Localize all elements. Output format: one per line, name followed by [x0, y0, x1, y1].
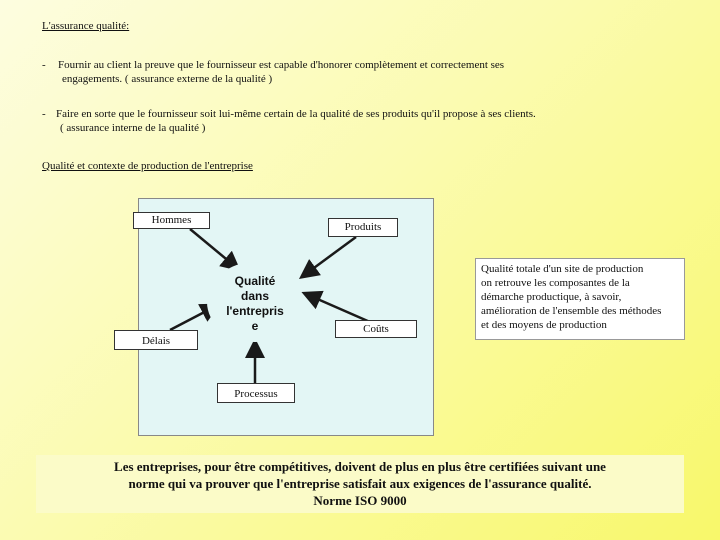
center-line: l'entrepris [226, 304, 284, 318]
node-produits: Produits [328, 218, 398, 237]
side-note-line: démarche productique, à savoir, [481, 291, 622, 303]
conclusion-line: Les entreprises, pour être compétitives, doivent de plus en plus être certifiées suivant une [114, 459, 606, 474]
conclusion-line: norme qui va prouver que l'entreprise satisfait aux exigences de l'assurance qualité. [128, 476, 592, 491]
bullet-line: engagements. ( assurance externe de la qualité ) [62, 73, 273, 85]
conclusion-box [36, 455, 684, 513]
center-line: e [251, 319, 259, 333]
center-line: Qualité [234, 274, 276, 288]
side-note-qualite-totale [475, 258, 685, 340]
bullet-marker: - [42, 59, 46, 71]
conclusion-line: Norme ISO 9000 [313, 493, 407, 508]
center-line: dans [240, 289, 269, 303]
node-processus: Processus [217, 383, 295, 403]
bullet-line: Faire en sorte que le fournisseur soit lui-même certain de la qualité de ses produits qu'il propose à ses clients. [56, 108, 536, 120]
section-heading-assurance-qualite: L'assurance qualité: [42, 20, 130, 32]
arrow-couts [306, 294, 370, 322]
bullet-line: ( assurance interne de la qualité ) [60, 122, 206, 134]
center-qualite-entreprise [207, 262, 303, 342]
side-note-line: on retrouve les composantes de la [481, 277, 630, 289]
arrow-produits [303, 237, 356, 276]
side-note-line: et des moyens de production [481, 319, 607, 331]
bullet-marker: - [42, 108, 46, 120]
bullet-line: Fournir au client la preuve que le fournisseur est capable d'honorer complètement et correctement ses [58, 59, 505, 71]
node-hommes: Hommes [133, 212, 210, 229]
side-note-line: amélioration de l'ensemble des méthodes [481, 305, 662, 317]
node-delais: Délais [114, 330, 198, 350]
node-couts: Coûts [335, 320, 417, 338]
section-heading-contexte-production: Qualité et contexte de production de l'entreprise [42, 160, 253, 172]
side-note-line: Qualité totale d'un site de production [481, 263, 644, 275]
